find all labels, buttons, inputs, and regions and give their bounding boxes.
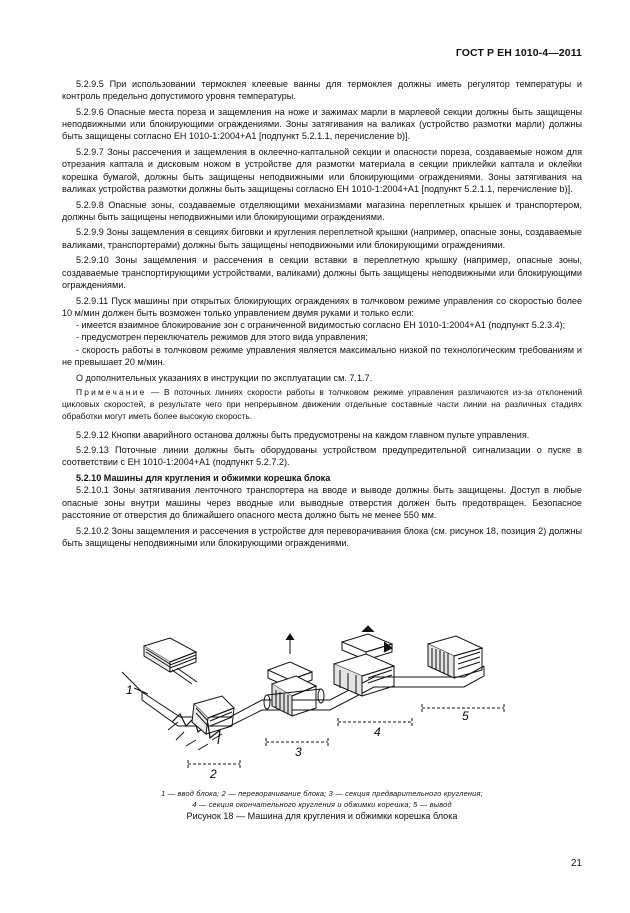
list-item: - скорость работы в толчковом режиме управления является максимально низкой по технологическим требованиям и не превышает 20 м/мин. [62,344,582,368]
figure-label-1: 1 [126,683,133,697]
figure-caption: Рисунок 18 — Машина для кругления и обжимки корешка блока [186,811,458,821]
paragraph-5-2-9-9: 5.2.9.9 Зоны защемления в секциях биговки и кругления переплетной крышки (например, опасные зоны, создаваемые валиками, транспортерами) должны быть защищены неподвижными или блокирующими ограждениями. [62,227,582,250]
paragraph-5-2-9-13: 5.2.9.13 Поточные линии должны быть оборудованы устройством предупредительной сигнализации о пуске в соответствии с ЕН 1010-1:2004+А1 (подпункт 5.2.7.2). [62,445,582,468]
figure-legend-line-2: 4 — секция окончательного кругления и обжимки корешка; 5 — вывод [192,800,452,809]
paragraph-5-2-9-11: 5.2.9.11 Пуск машины при открытых блокирующих ограждениях в толчковом режиме управления со скоростью более 10 м/мин должен быть возможен только управлением двумя руками и только если: [62,295,582,318]
section-heading-5-2-10: 5.2.10 Машины для кругления и обжимки корешка блока [76,473,331,484]
preliminary-rounding-section [264,634,324,716]
paragraph-5-2-9-6: 5.2.9.6 Опасные места пореза и защемления на ноже и зажимах марли в марлевой секции должны быть защищены неподвижными или блокирующими ограждениями. Зоны затягивания на валиках (устройство размотки марли) должны быть защищены согласно ЕН 1010-1:2004+А1 [подпункт 5.2.1.1, перечисление b)]. [62,106,582,142]
figure-legend [62,788,582,810]
list-item: - предусмотрен переключатель режимов для этого вида управления; [76,332,368,343]
note [62,387,582,422]
document-code-header: ГОСТ Р ЕН 1010-4—2011 [455,47,582,59]
figure-label-3: 3 [295,745,302,759]
note-label: Примечание [76,387,147,398]
paragraph-5-2-9-5: 5.2.9.5 При использовании термоклея клеевые ванны для термоклея должны иметь регулятор температуры и контроль предельно допустимого уровня температуры. [62,79,582,102]
paragraph-5-2-9-8: 5.2.9.8 Опасные зоны, создаваемые отделяющими механизмами магазина переплетных крышек и транспортером, должны быть защищены неподвижными или блокирующими ограждениями. [62,199,582,222]
note-text: — В поточных линиях скорости работы в толчковом режиме управления различаются из-за отклонений цикловых скоростей, в результате чего при непрерывном движении отдельные составные части линии на различных стадиях обработки могут иметь более высокую скорость. [62,387,582,421]
document-body [62,78,582,552]
paragraph-5-2-9-7: 5.2.9.7 Зоны рассечения и защемления в оклеечно-каптальной секции и опасности пореза, создаваемые ножом для отрезания каптала и дисковым ножом в устройстве для размотки материала в секции приклейки каптала и оклейки корешка бумагой, должны быть защищены неподвижными или блокирующими ограждениями. Зоны затягивания на валиках устройства размотки должны быть защищены согласно ЕН 1010-1:2004+А1 [подпункт 5.2.1.1, перечисление b)]. [62,147,582,194]
paragraph-5-2-9-12: 5.2.9.12 Кнопки аварийного останова должны быть предусмотрены на каждом главном пульте управления. [76,429,530,440]
paragraph-5-2-10-2: 5.2.10.2 Зоны защемления и рассечения в устройстве для переворачивания блока (см. рисунок 18, позиция 2) должны быть защищены неподвижными или блокирующими ограждениями. [62,525,582,548]
figure-label-2: 2 [210,767,217,781]
paragraph-5-2-9-10: 5.2.9.10 Зоны защемления и рассечения в секции вставки в переплетную крышку (например, опасные зоны, создаваемые транспортирующими устройствами, валиками) должны быть защищены неподвижными или блокирующими ограждениями. [62,255,582,290]
page-number: 21 [570,858,582,869]
figure-label-5: 5 [462,709,469,723]
infeed-book-block [144,638,196,672]
figure-label-4: 4 [374,725,381,739]
turnover-unit [168,696,234,750]
machine-illustration [112,622,512,782]
list-item: - имеется взаимное блокирование зон с ограниченной видимостью согласно ЕН 1010-1:2004+А1 (подпункт 5.2.3.4); [76,320,566,331]
paragraph-5-2-10-1: 5.2.10.1 Зоны затягивания ленточного транспортера на вводе и выводе должны быть защищены. Доступ в любые опасные зоны внутри машины через вводные или выводные отверстия должен быть предотвращен. Безопасное расстояние от отверстия до ближайшего опасного места должно быть не менее 550 мм. [62,485,582,520]
leader-1 [134,688,148,694]
paragraph-additional-instructions: О дополнительных указаниях в инструкции по эксплуатации см. 7.1.7. [76,372,373,383]
figure-legend-line-1: 1 — ввод блока; 2 — переворачивание блока; 3 — секция предварительного кругления; [161,789,483,798]
final-rounding-section [334,626,394,696]
